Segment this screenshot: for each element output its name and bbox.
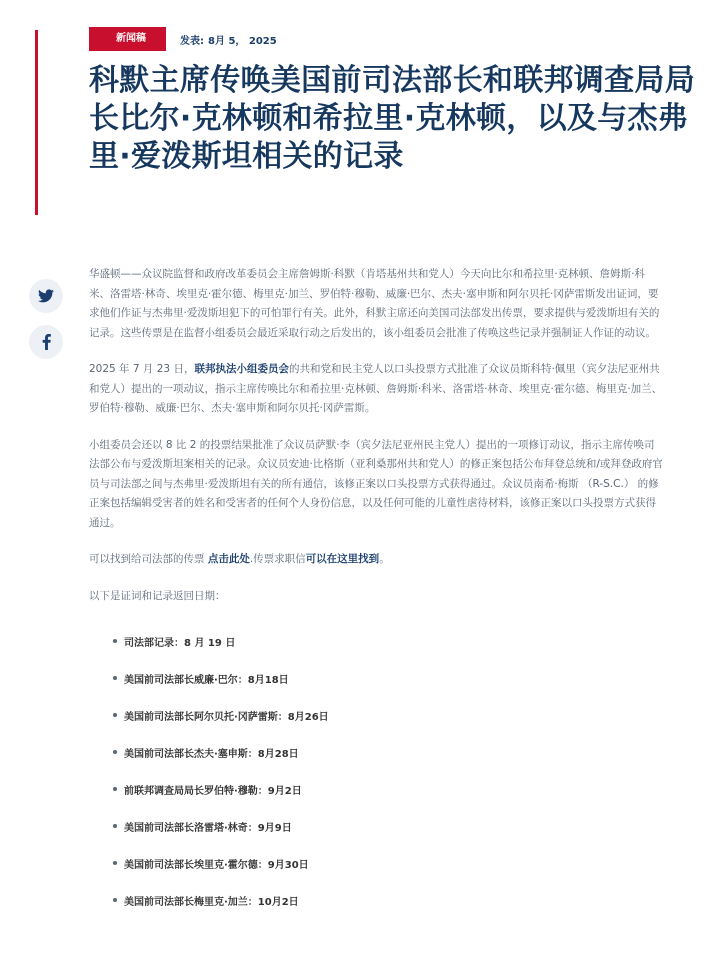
click-here-link[interactable]: 点击此处 [207, 553, 250, 565]
paragraph-intro: 华盛顿——众议院监督和政府改革委员会主席詹姆斯·科默（肯塔基州共和党人）今天向比尔和希拉里·克林顿、詹姆斯·科米、洛雷塔·林奇、埃里克·霍尔德、梅里克·加兰、罗伯特·穆勒、威廉·巴尔、杰夫·塞申斯和阿尔贝托·冈萨雷斯发出证词，要求他们作证与杰弗里·爱泼斯坦犯下的可怕罪行有关。此外，科默主席还向美国司法部发出传票，要求提供与爱泼斯坦有关的记录。这些传票是在监督小组委员会最近采取行动之后发出的，该小组委员会批准了传唤这些记录并强制证人作证的动议。 [89, 268, 660, 339]
return-dates-list [89, 623, 664, 919]
bullet-icon [113, 898, 117, 902]
meta-row [89, 27, 277, 51]
list-item-text: 美国前司法部长洛雷塔·林奇：9月9日 [124, 823, 292, 834]
cover-letter-link[interactable]: 可以在这里找到 [305, 553, 380, 565]
list-item [89, 808, 664, 845]
bullet-icon [113, 787, 117, 791]
list-item [89, 697, 664, 734]
bullet-icon [113, 861, 117, 865]
p2-post: 的共和党和民主党人以口头投票方式批准了众议员斯科特·佩里（宾夕法尼亚州共和党人）提出的一项动议，指示主席传唤比尔和希拉里·克林顿、詹姆斯·科米、洛雷塔·林奇、埃里克·霍尔德、梅里克·加兰、罗伯特·穆勒、威廉·巴尔、杰夫·塞申斯和阿尔贝托·冈萨雷斯。 [89, 363, 663, 414]
page-title: 科默主席传唤美国前司法部长和联邦调查局局长比尔·克林顿和希拉里·克林顿，以及与杰弗里·爱泼斯坦相关的记录 [89, 63, 695, 174]
bullet-icon [113, 713, 117, 717]
facebook-icon [42, 334, 51, 350]
list-item-text: 前联邦调查局局长罗伯特·穆勒：9月2日 [124, 786, 302, 797]
list-item-text: 美国前司法部长梅里克·加兰：10月2日 [124, 897, 299, 908]
paragraph-dates-intro: 以下是证词和记录返回日期： [89, 589, 226, 602]
paragraph-subpoena-links [89, 550, 664, 570]
list-item [89, 882, 664, 919]
list-item-text: 美国前司法部长杰夫·塞申斯：8月28日 [124, 749, 299, 760]
p2-pre: 2025 年 7 月 23 日， [89, 363, 195, 375]
paragraph-subcommittee [89, 360, 664, 419]
twitter-icon [38, 289, 54, 303]
p4-post: 。 [379, 553, 390, 565]
list-item-text: 美国前司法部长威廉·巴尔：8月18日 [124, 675, 289, 686]
p4-mid: .传票求职信 [249, 553, 306, 565]
list-item [89, 845, 664, 882]
list-item-text: 美国前司法部长阿尔贝托·冈萨雷斯：8月26日 [124, 712, 329, 723]
date-value: 8月 5， 2025 [208, 35, 277, 47]
category-badge[interactable]: 新闻稿 [89, 27, 166, 51]
paragraph-amendments: 小组委员会还以 8 比 2 的投票结果批准了众议员萨默·李（宾夕法尼亚州民主党人）提出的一项修订动议，指示主席传唤司法部公布与爱泼斯坦案相关的记录。众议员安迪·比格斯（亚利桑那州共和党人）的修正案包括公布拜登总统和/或拜登政府官员与司法部之间与杰弗里·爱泼斯坦有关的所有通信，该修正案以口头投票方式获得通过。众议员南希·梅斯 （R-S.C.） 的修正案包括编辑受害者的姓名和受害者的任何个人身份信息，以及任何可能的儿童性虐待材料，该修正案以口头投票方式获得通过。 [89, 438, 663, 529]
article-body [89, 265, 664, 919]
list-item [89, 623, 664, 660]
bullet-icon [113, 639, 117, 643]
list-item [89, 734, 664, 771]
facebook-share-button[interactable] [29, 325, 63, 359]
list-item [89, 771, 664, 808]
twitter-share-button[interactable] [29, 279, 63, 313]
subcommittee-link[interactable]: 联邦执法小组委员会 [194, 363, 289, 375]
bullet-icon [113, 824, 117, 828]
p4-pre: 可以找到给司法部的传票 [89, 553, 208, 565]
bullet-icon [113, 676, 117, 680]
list-item-text: 美国前司法部长埃里克·霍尔德：9月30日 [124, 860, 309, 871]
accent-bar [35, 30, 38, 215]
date-label: 发表: [180, 35, 204, 47]
list-item [89, 660, 664, 697]
bullet-icon [113, 750, 117, 754]
list-item-text: 司法部记录：8 月 19 日 [124, 638, 236, 649]
publish-date [180, 32, 277, 47]
